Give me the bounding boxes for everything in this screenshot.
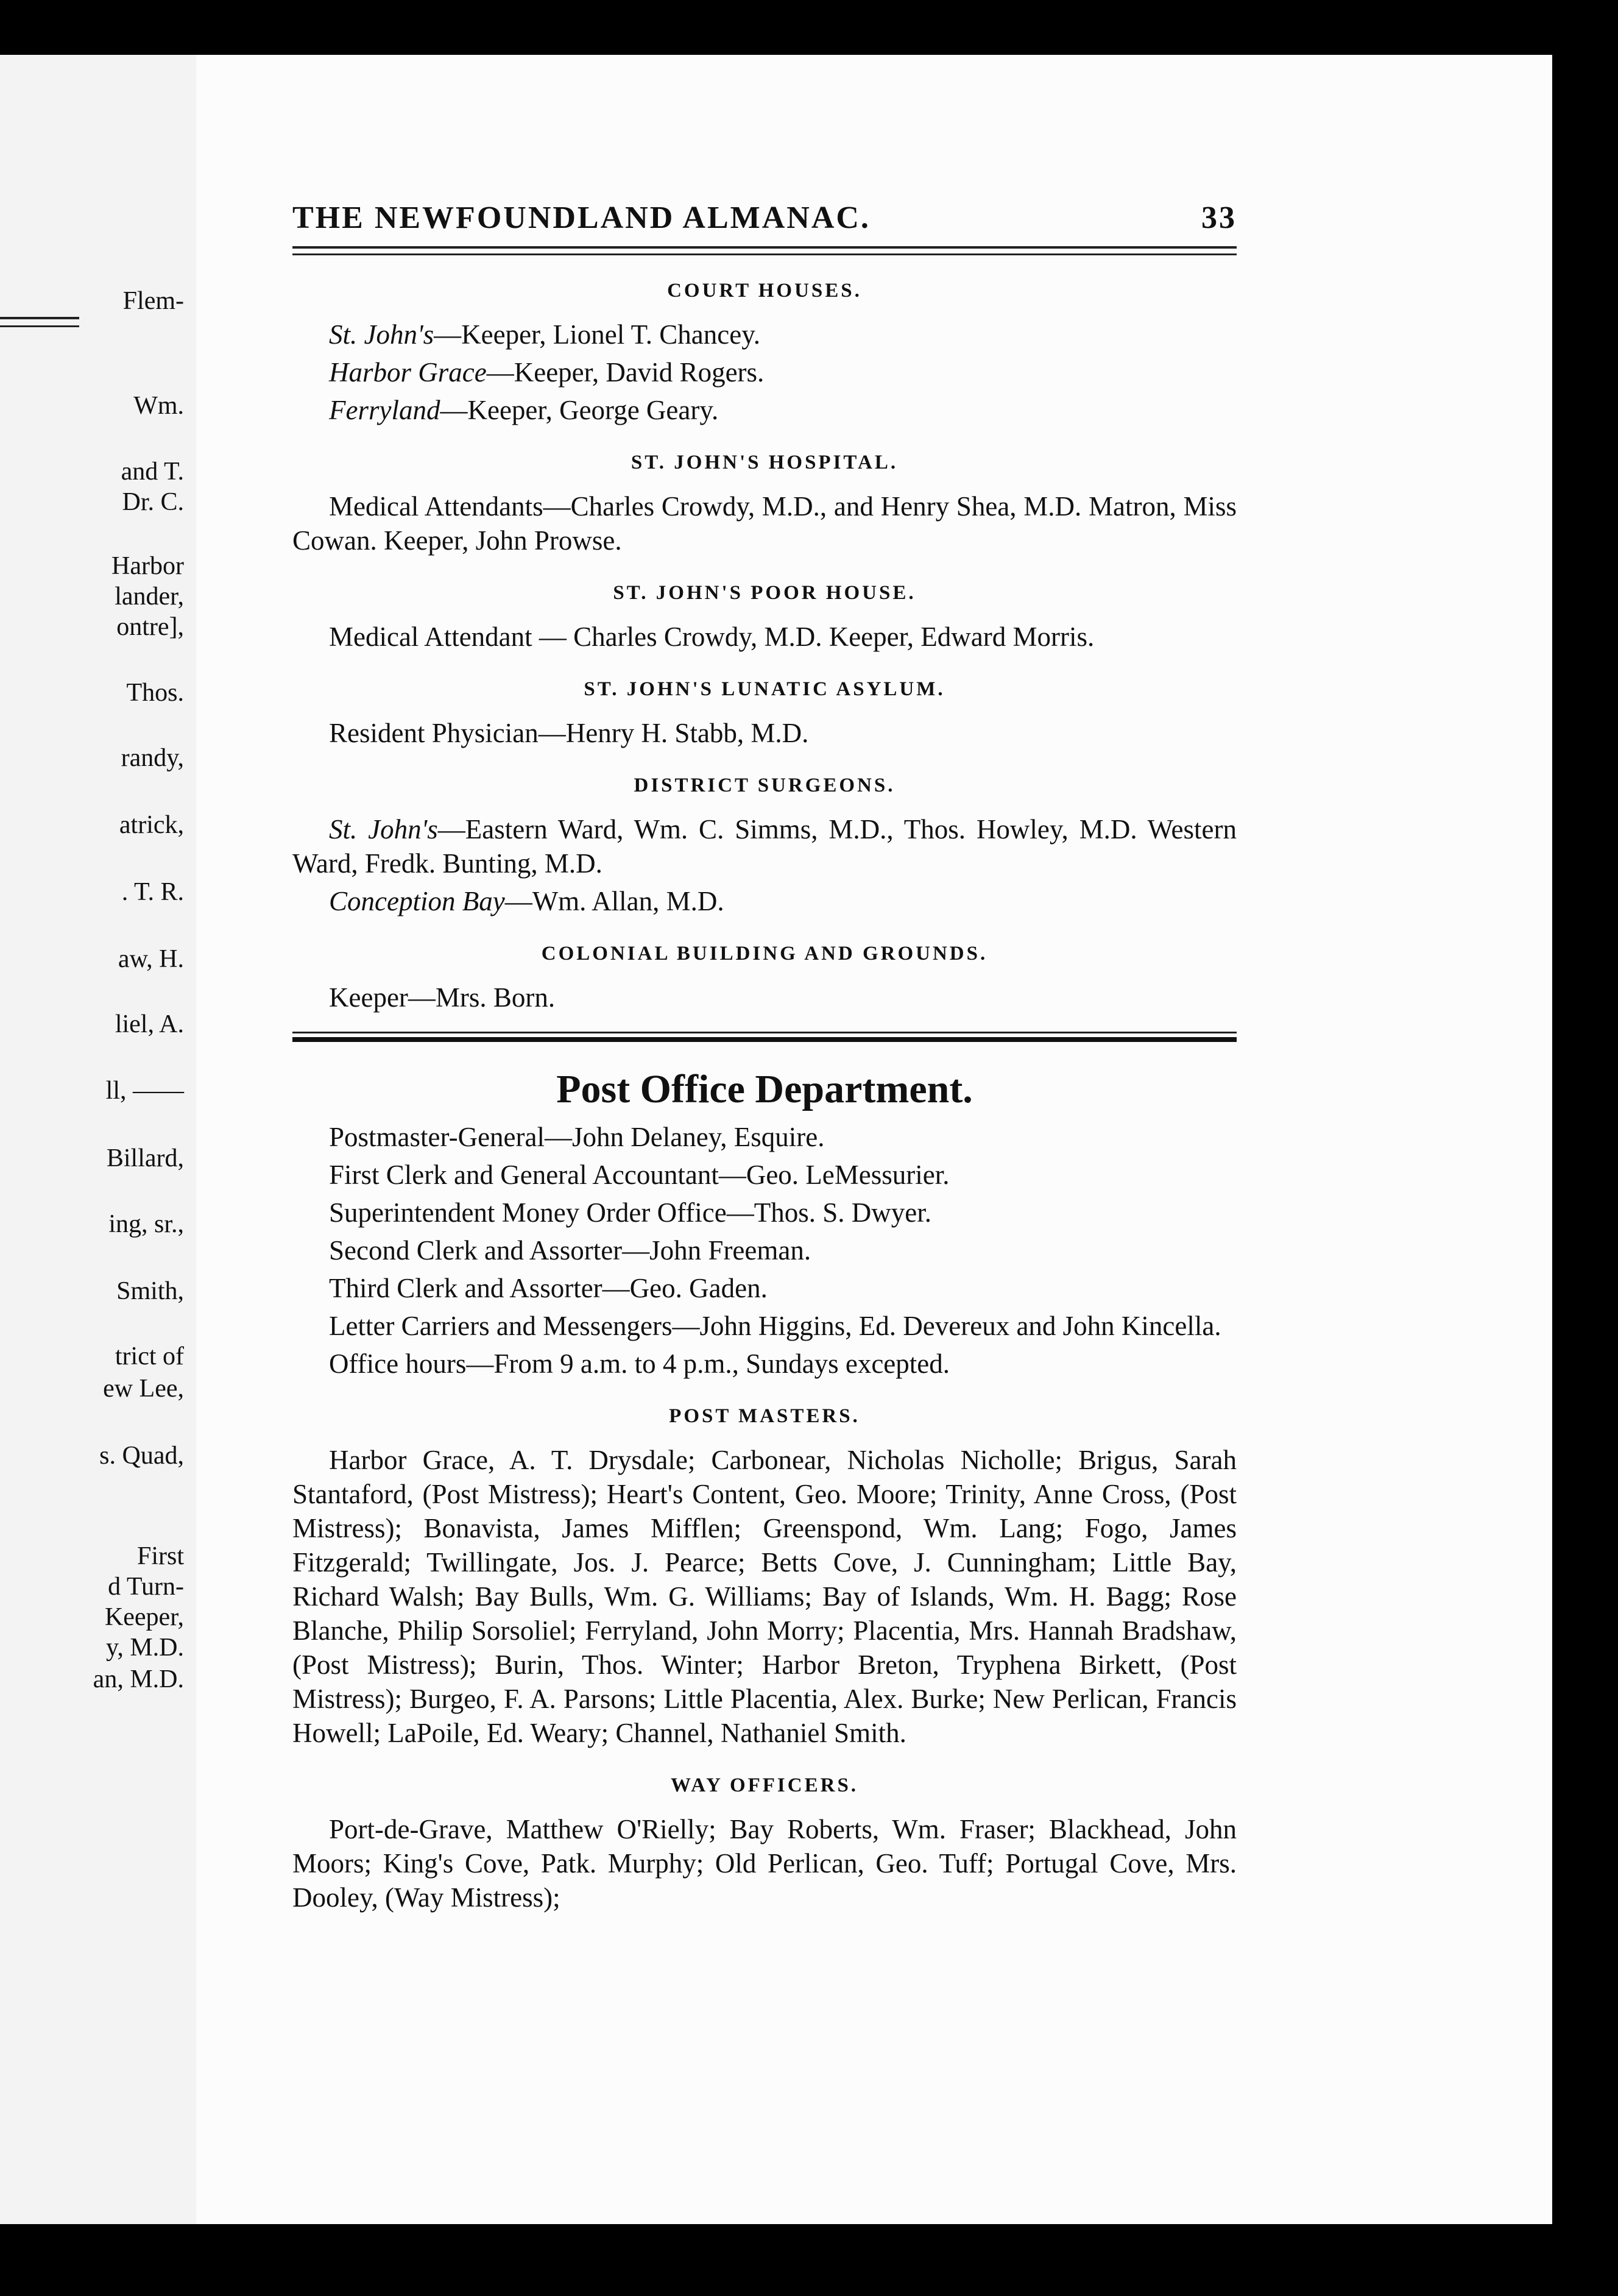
- post-office-line: First Clerk and General Accountant—Geo. LeMessurier.: [329, 1160, 950, 1190]
- facing-page-fragment: aw, H.: [118, 945, 184, 973]
- running-title: THE NEWFOUNDLAND ALMANAC.: [292, 200, 871, 235]
- facing-page-fragment: y, M.D.: [106, 1634, 184, 1662]
- colonial-building-text: Keeper—Mrs. Born.: [329, 982, 556, 1013]
- court-house-place: Harbor Grace: [329, 357, 487, 388]
- facing-page-fragment: Wm.: [133, 392, 184, 420]
- court-house-keeper: —Keeper, Lionel T. Chancey.: [434, 319, 761, 350]
- asylum-heading: ST. JOHN'S LUNATIC ASYLUM.: [584, 678, 945, 700]
- facing-page-fragment: s. Quad,: [99, 1442, 184, 1470]
- facing-page-fragment: Billard,: [106, 1144, 184, 1172]
- facing-page-fragment: ew Lee,: [103, 1375, 184, 1403]
- surgeons-conception-bay: [292, 884, 1237, 918]
- court-house-place: St. John's: [329, 319, 434, 350]
- court-house-entry: [292, 317, 1237, 352]
- court-houses-heading: COURT HOUSES.: [667, 280, 862, 302]
- court-house-entry: [292, 393, 1237, 427]
- post-office-line: Superintendent Money Order Office—Thos. S. Dwyer.: [329, 1197, 931, 1228]
- facing-page-fragment: liel, A.: [115, 1010, 184, 1038]
- facing-page-fragment: trict of: [115, 1342, 184, 1370]
- hospital-text: Medical Attendants—Charles Crowdy, M.D., and Henry Shea, M.D. Matron, Miss Cowan. Keeper, John Prowse.: [292, 491, 1237, 556]
- court-house-keeper: —Keeper, David Rogers.: [486, 357, 765, 388]
- page-number: 33: [1201, 200, 1237, 235]
- post-office-line: Second Clerk and Assorter—John Freeman.: [329, 1235, 811, 1266]
- facing-page-fragment: ing, sr.,: [108, 1210, 184, 1238]
- section-divider: [292, 1032, 1237, 1042]
- court-house-place: Ferryland: [329, 395, 440, 425]
- post-office-line: Third Clerk and Assorter—Geo. Gaden.: [329, 1273, 768, 1303]
- post-masters-heading: POST MASTERS.: [669, 1405, 860, 1427]
- surgeons-st-johns: [292, 812, 1237, 880]
- facing-page-fragment: Flem-: [122, 287, 184, 315]
- post-masters-text: Harbor Grace, A. T. Drysdale; Carbonear, Nicholas Nicholle; Brigus, Sarah Stantaford, (Post Mistress); Heart's Content, Geo. Moore; Trinity, Anne Cross, (Post Mistress); Bonavista, James Mifflen; Greenspond, Wm. Lang; Fogo, James Fitzgerald; Twillingate, Jos. J. Pearce; Betts Cove, J. Cunningham; Little Bay, Richard Walsh; Bay Bulls, Wm. G. Williams; Bay of Islands, Wm. H. Bagg; Rose Blanche, Philip Sorsoliel; Ferryland, John Morry; Placentia, Mrs. Hannah Bradshaw, (Post Mistress); Burin, Thos. Winter; Harbor Breton, Tryphena Birkett, (Post Mistress); Burgeo, F. A. Parsons; Little Placentia, Alex. Burke; New Perlican, Francis Howell; LaPoile, Ed. Weary; Channel, Nathaniel Smith.: [292, 1445, 1237, 1748]
- colonial-building-heading: COLONIAL BUILDING AND GROUNDS.: [541, 943, 988, 965]
- facing-page-fragment: an, M.D.: [93, 1665, 184, 1693]
- district-surgeons-heading: DISTRICT SURGEONS.: [634, 774, 896, 796]
- post-office-line: Office hours—From 9 a.m. to 4 p.m., Sundays excepted.: [329, 1348, 950, 1379]
- surgeons-place: St. John's: [329, 814, 438, 845]
- facing-page-fragment: Smith,: [116, 1277, 184, 1305]
- facing-page-rule: [0, 317, 79, 327]
- asylum-text: Resident Physician—Henry H. Stabb, M.D.: [329, 718, 809, 748]
- header-rule: [292, 246, 1237, 255]
- facing-page-fragment: randy,: [121, 744, 184, 772]
- facing-page-fragment: and T.: [121, 458, 184, 486]
- poor-house-text: Medical Attendant — Charles Crowdy, M.D. Keeper, Edward Morris.: [329, 622, 1095, 652]
- post-office-line: Postmaster-General—John Delaney, Esquire.: [329, 1122, 825, 1152]
- facing-page-fragment: Harbor: [111, 552, 184, 580]
- running-header: [292, 201, 1237, 235]
- post-office-line: Letter Carriers and Messengers—John Higgins, Ed. Devereux and John Kincella.: [329, 1311, 1221, 1341]
- poor-house-heading: ST. JOHN'S POOR HOUSE.: [613, 582, 916, 604]
- facing-page-fragment: d Turn-: [108, 1573, 184, 1601]
- surgeons-text: —Wm. Allan, M.D.: [504, 886, 724, 916]
- facing-page-fragment: ll, ——: [105, 1077, 184, 1105]
- court-house-keeper: —Keeper, George Geary.: [440, 395, 719, 425]
- facing-page-fragment: Thos.: [126, 679, 184, 707]
- way-officers-text: Port-de-Grave, Matthew O'Rielly; Bay Roberts, Wm. Fraser; Blackhead, John Moors; King's Cove, Patk. Murphy; Old Perlican, Geo. Tuff; Portugal Cove, Mrs. Dooley, (Way Mistress);: [292, 1814, 1237, 1913]
- facing-page-fragment: . T. R.: [121, 878, 184, 906]
- facing-page-fragment: atrick,: [119, 811, 184, 839]
- surgeons-text: —Eastern Ward, Wm. C. Simms, M.D., Thos. Howley, M.D. Western Ward, Fredk. Bunting, M.D.: [292, 814, 1237, 879]
- facing-page-fragment: lander,: [115, 583, 184, 611]
- way-officers-heading: WAY OFFICERS.: [670, 1774, 859, 1796]
- facing-page-fragment: ontre],: [116, 613, 184, 641]
- page-text-column: [292, 201, 1237, 1915]
- surgeons-place: Conception Bay: [329, 886, 505, 916]
- court-house-entry: [292, 355, 1237, 389]
- hospital-heading: ST. JOHN'S HOSPITAL.: [631, 452, 899, 473]
- facing-page-fragment: Keeper,: [104, 1603, 184, 1631]
- post-office-title: Post Office Department.: [556, 1067, 973, 1111]
- facing-page-fragment: Dr. C.: [122, 488, 184, 516]
- facing-page: [0, 55, 196, 2224]
- facing-page-fragment: First: [136, 1542, 184, 1570]
